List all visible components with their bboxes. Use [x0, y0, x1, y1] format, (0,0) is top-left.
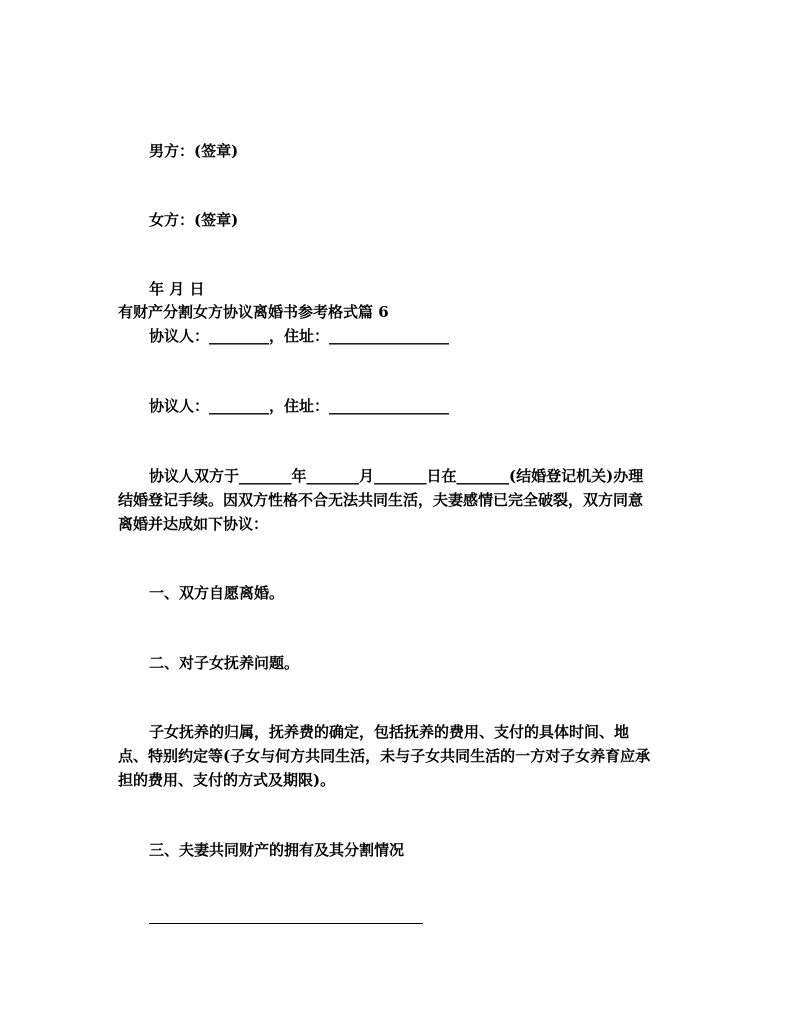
paragraph-marriage-line-3: 离婚并达成如下协议： — [118, 515, 269, 533]
clause-three: 三、夫妻共同财产的拥有及其分割情况 — [149, 841, 405, 859]
paragraph-custody-line-3: 担的费用、支付的方式及期限)。 — [118, 771, 336, 789]
paragraph-custody-line-1: 子女抚养的归属，抚养费的确定，包括抚养的费用、支付的具体时间、地 — [149, 723, 630, 741]
blank-underline — [149, 923, 423, 924]
date-line: 年 月 日 — [149, 280, 205, 298]
paragraph-custody-line-2: 点、特别约定等(子女与何方共同生活，未与子女共同生活的一方对子女养育应承 — [118, 747, 651, 765]
clause-two: 二、对子女抚养问题。 — [149, 654, 300, 672]
wife-signature-line: 女方：(签章) — [149, 211, 239, 229]
clause-one: 一、双方自愿离婚。 — [149, 584, 285, 602]
paragraph-marriage-line-1: 协议人双方于_______年_______月_______日在_______(结婚登记机关)办理 — [149, 467, 644, 485]
husband-signature-line: 男方：(签章) — [149, 142, 239, 160]
paragraph-marriage-line-2: 结婚登记手续。因双方性格不合无法共同生活，夫妻感情已完全破裂，双方同意 — [118, 491, 644, 509]
section-heading: 有财产分割女方协议离婚书参考格式篇 6 — [118, 303, 389, 321]
party-two-line: 协议人：________，住址：________________ — [149, 397, 450, 415]
party-one-line: 协议人：________，住址：________________ — [149, 327, 450, 345]
